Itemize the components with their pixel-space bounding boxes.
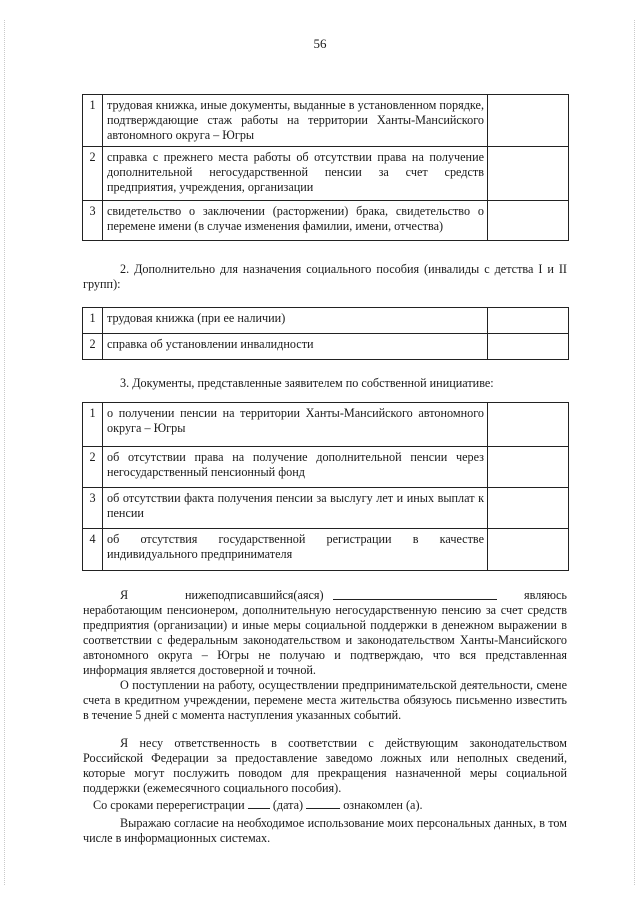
document-name: об отсутствии факта получения пенсии за выслугу лет и иных выплат к пенсии [103,488,488,529]
table-row [83,403,569,447]
paragraph-consent: Выражаю согласие на необходимое использование моих персональных данных, в том числе в информационных системах. [83,816,567,845]
row-number: 1 [83,308,103,334]
document-name: справка с прежнего места работы об отсутствии права на получение дополнительной негосударственной пенсии за счет средств предприятия, учреждения, организации [103,147,488,201]
left-margin-dots [4,20,5,885]
table-initiative-documents [82,402,569,571]
reregistration-blank-2[interactable] [306,797,340,809]
row-number: 1 [83,95,103,147]
mark-cell [488,447,569,488]
row-number: 3 [83,201,103,241]
mark-cell [488,403,569,447]
section-heading-3: 3. Документы, представленные заявителем по собственной инициативе: [120,376,494,390]
mark-cell [488,95,569,147]
document-name: трудовая книжка (при ее наличии) [103,308,488,334]
mark-cell [488,147,569,201]
table-row [83,488,569,529]
table-row [83,147,569,201]
declaration-undersigned: нижеподписавшийся(аяся) [185,588,324,602]
row-number: 2 [83,334,103,360]
document-name: об отсутствия государственной регистрации в качестве индивидуального предпринимателя [103,529,488,571]
declaration-first-line [83,588,567,603]
table-additional-documents [82,307,569,360]
document-name: трудовая книжка, иные документы, выданные в установленном порядке, подтверждающие стаж работы на территории Ханты-Мансийского автономного округа – Югры [103,95,488,147]
row-number: 2 [83,447,103,488]
table-row [83,308,569,334]
table-required-documents [82,94,569,241]
table-row [83,447,569,488]
row-number: 2 [83,147,103,201]
reregistration-blank-1[interactable] [248,797,270,809]
row-number: 3 [83,488,103,529]
document-name: свидетельство о заключении (расторжении) брака, свидетельство о перемене имени (в случае изменения фамилии, имени, отчества) [103,201,488,241]
table-row [83,334,569,360]
page-number: 56 [313,36,327,51]
table-row [83,201,569,241]
mark-cell [488,201,569,241]
table-row [83,529,569,571]
reregistration-prefix: Со сроками перерегистрации [93,798,245,812]
row-number: 4 [83,529,103,571]
paragraph-notify: О поступлении на работу, осуществлении предпринимательской деятельности, смене счета в кредитном учреждении, перемене места жительства обязуюсь письменно известить в течение 5 дней с момента наступления указанных событий. [83,678,567,722]
table-row [83,95,569,147]
reregistration-date-label: (дата) [272,798,304,812]
reregistration-suffix: ознакомлен (а). [343,798,423,812]
document-name: об отсутствии права на получение дополнительной пенсии через негосударственный пенсионный фонд [103,447,488,488]
right-margin-dots [634,20,635,885]
reregistration-line [93,797,567,813]
document-name: о получении пенсии на территории Ханты-Мансийского автономного округа – Югры [103,403,488,447]
declaration-text: неработающим пенсионером, дополнительную негосударственную пенсию за счет средств предприятия (организации) и иные меры социальной поддержки в денежном выражении в соответствии с федеральным законодательством и законодательством Ханты-Мансийского автономного округа – Югры не получаю и подтверждаю, что вся представленная информация является достоверной и точной. [83,603,567,677]
mark-cell [488,308,569,334]
mark-cell [488,529,569,571]
declaration-being: являюсь [524,588,567,602]
name-field[interactable] [333,588,497,600]
document-name: справка об установлении инвалидности [103,334,488,360]
mark-cell [488,334,569,360]
declaration-ya: Я [120,588,129,602]
mark-cell [488,488,569,529]
section-heading-2: 2. Дополнительно для назначения социального пособия (инвалиды с детства I и II групп): [83,262,567,291]
row-number: 1 [83,403,103,447]
paragraph-responsibility: Я несу ответственность в соответствии с действующим законодательством Российской Федерации за предоставление заведомо ложных или неполных сведений, которые могут послужить поводом для прекращения назначенной меры социальной поддержки (ежемесячного социального пособия). [83,736,567,795]
